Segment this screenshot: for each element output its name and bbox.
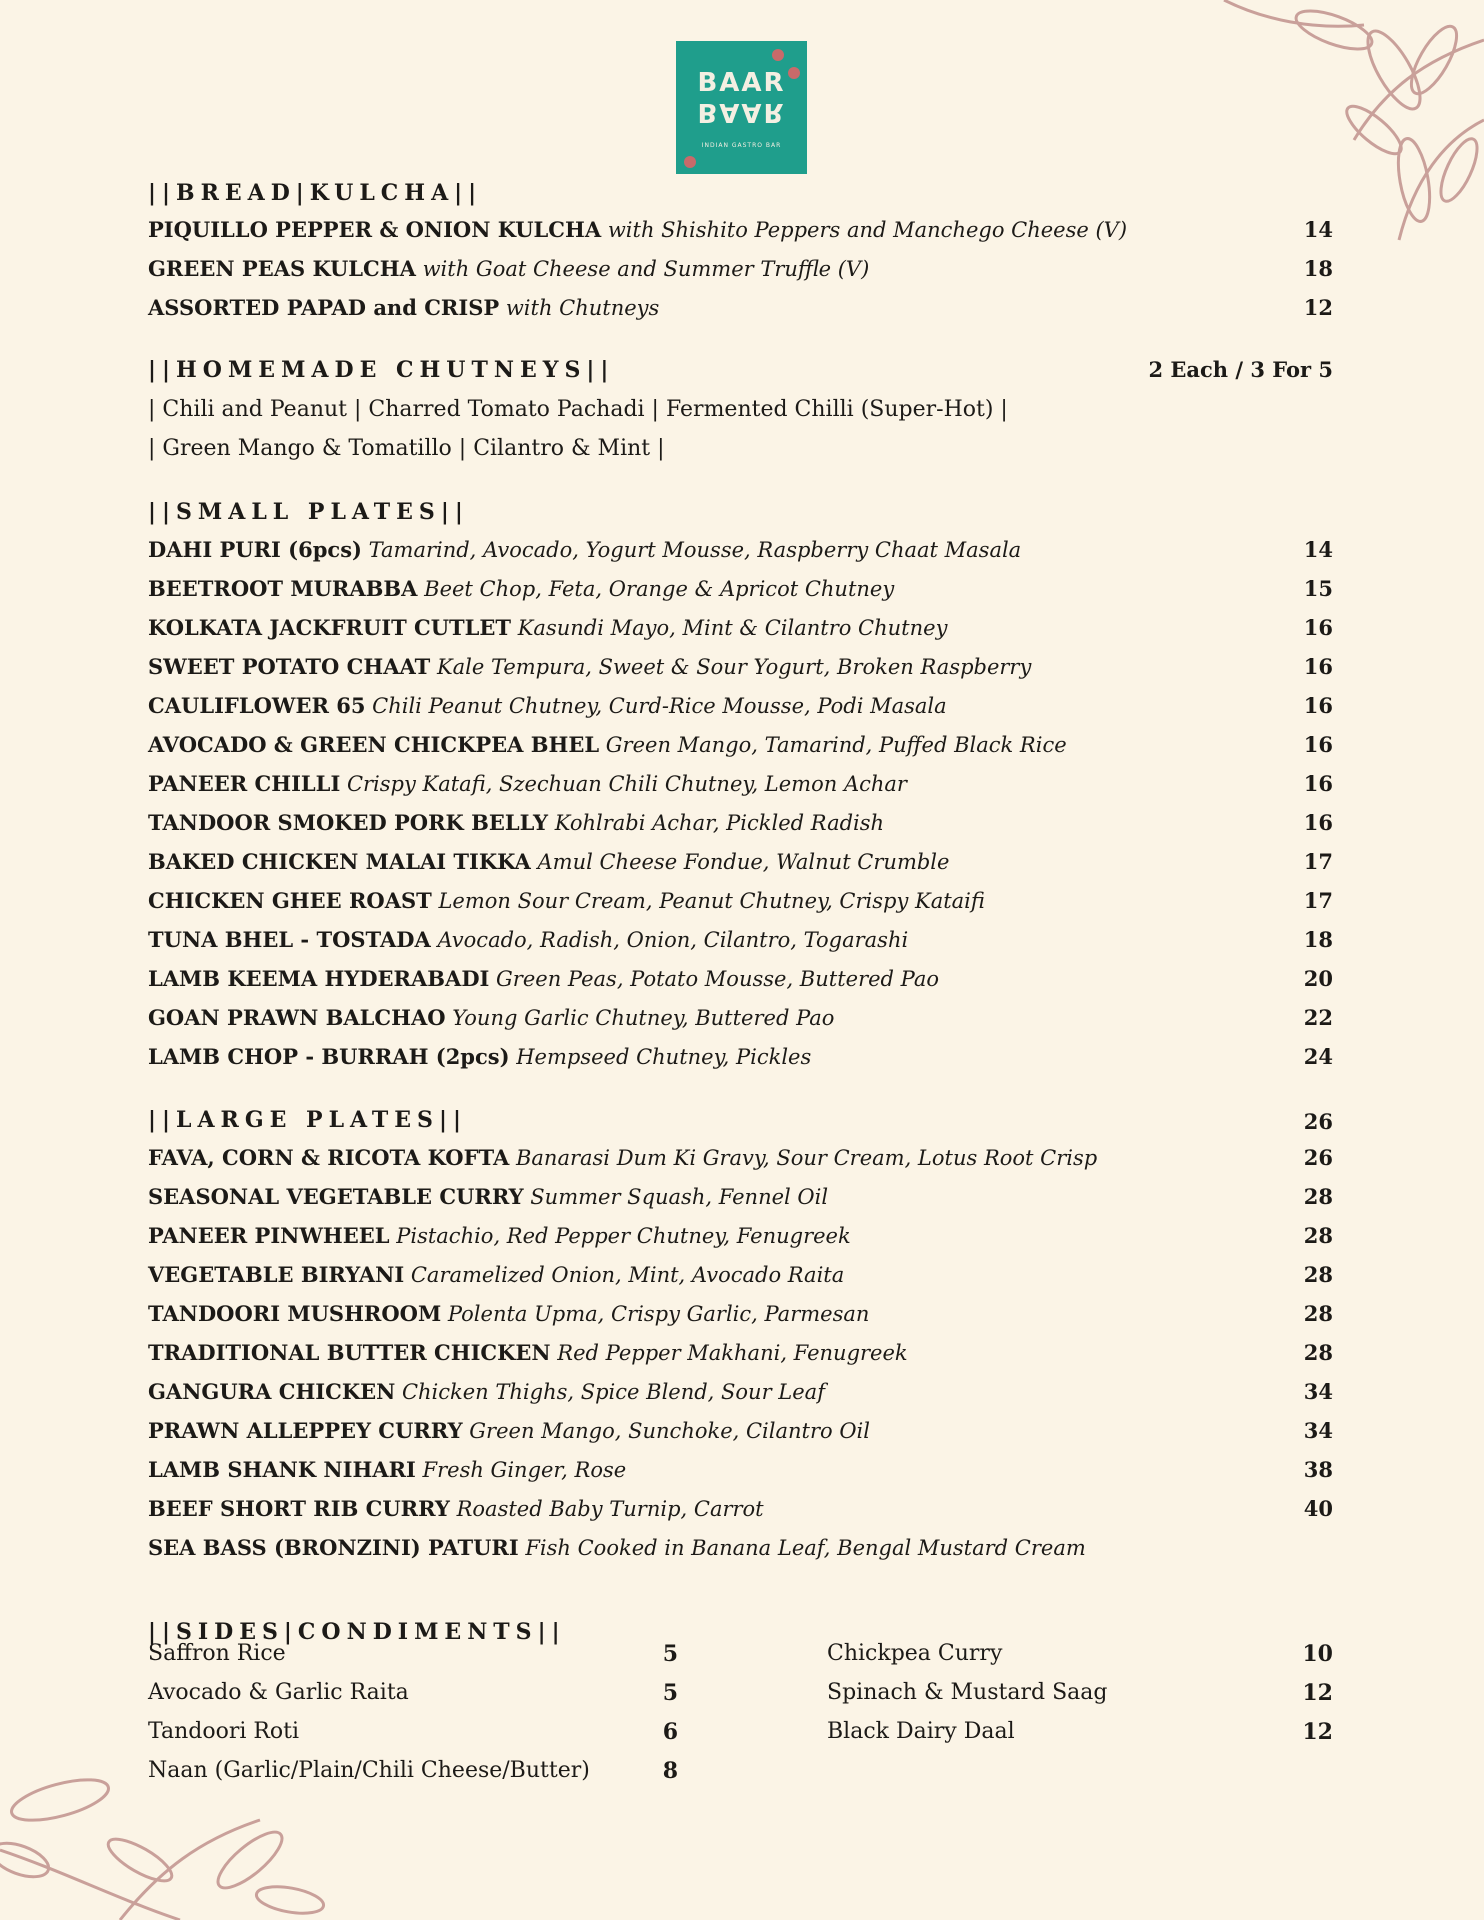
menu-item-description: Kale Tempura, Sweet & Sour Yogurt, Broken Raspberry: [430, 655, 1032, 679]
menu-item-name: PANEER PINWHEEL: [148, 1223, 390, 1248]
side-item: [827, 1719, 1333, 1749]
menu-item: [148, 849, 1333, 879]
menu-item: [148, 295, 1333, 325]
menu-item-price: 38: [1303, 1457, 1333, 1482]
menu-item-description: Avocado, Radish, Onion, Cilantro, Togarashi: [430, 928, 909, 952]
menu-item-price: 16: [1303, 654, 1333, 679]
menu-item: [148, 927, 1333, 957]
side-item-name: Spinach & Mustard Saag: [827, 1680, 1108, 1705]
chutney-list-line-2: | Green Mango & Tomatillo | Cilantro & Mint |: [148, 436, 665, 461]
menu-item: [148, 615, 1333, 645]
menu-item: [148, 576, 1333, 606]
menu-item-name: KOLKATA JACKFRUIT CUTLET: [148, 615, 512, 640]
menu-item-description: with Shishito Peppers and Manchego Cheese (V): [601, 218, 1128, 242]
menu-item-price: 15: [1303, 576, 1333, 601]
menu-item-name: GANGURA CHICKEN: [148, 1379, 396, 1404]
menu-item-name: TANDOORI MUSHROOM: [148, 1301, 442, 1326]
section-heading-large-plates: ||LARGE PLATES||: [148, 1107, 467, 1133]
menu-item-price: 40: [1303, 1496, 1333, 1521]
side-item: [827, 1641, 1333, 1671]
menu-item-name: LAMB CHOP - BURRAH (2pcs): [148, 1044, 510, 1069]
menu-item-description: Hempseed Chutney, Pickles: [509, 1045, 812, 1069]
menu-item-name: TANDOOR SMOKED PORK BELLY: [148, 810, 549, 835]
menu-item: [148, 771, 1333, 801]
side-item-price: 5: [662, 1680, 678, 1706]
menu-item: [148, 888, 1333, 918]
menu-item-name: FAVA, CORN & RICOTA KOFTA: [148, 1145, 510, 1170]
section-heading-sides: ||SIDES|CONDIMENTS||: [148, 1619, 566, 1645]
menu-item-description: Amul Cheese Fondue, Walnut Crumble: [530, 850, 950, 874]
menu-item-name: BEEF SHORT RIB CURRY: [148, 1496, 450, 1521]
menu-item-description: Caramelized Onion, Mint, Avocado Raita: [404, 1263, 845, 1287]
side-item: [148, 1758, 678, 1788]
menu-item: [148, 256, 1333, 286]
menu-item-description: with Chutneys: [499, 296, 660, 320]
menu-item: [148, 1496, 1333, 1526]
menu-item-description: with Goat Cheese and Summer Truffle (V): [415, 257, 870, 281]
section-heading-small-plates: ||SMALL PLATES||: [148, 499, 469, 525]
menu-item-name: GREEN PEAS KULCHA: [148, 256, 416, 281]
menu-item-price: 34: [1303, 1379, 1333, 1404]
menu-item: [148, 1301, 1333, 1331]
side-item: [148, 1641, 678, 1671]
menu-item-price: 17: [1303, 849, 1333, 874]
side-item-price: 10: [1302, 1641, 1333, 1667]
large-plates-heading-price: 26: [1303, 1109, 1333, 1134]
chutney-list-line-1: | Chili and Peanut | Charred Tomato Pachadi | Fermented Chilli (Super-Hot) |: [148, 397, 1008, 422]
side-item: [148, 1680, 678, 1710]
menu-item: [148, 1005, 1333, 1035]
menu-item-name: TUNA BHEL - TOSTADA: [148, 927, 431, 952]
menu-item-description: Pistachio, Red Pepper Chutney, Fenugreek: [389, 1224, 851, 1248]
menu-item-price: 16: [1303, 771, 1333, 796]
menu-item-name: DAHI PURI (6pcs): [148, 537, 362, 562]
side-item-name: Black Dairy Daal: [827, 1719, 1015, 1744]
menu-item-description: Crispy Katafi, Szechuan Chili Chutney, Lemon Achar: [340, 772, 907, 796]
menu-item-name: PIQUILLO PEPPER & ONION KULCHA: [148, 217, 602, 242]
menu-item: [148, 1457, 1333, 1487]
menu-item-description: Red Pepper Makhani, Fenugreek: [550, 1341, 908, 1365]
menu-item: [148, 1145, 1333, 1175]
menu-item-description: Fresh Ginger, Rose: [415, 1458, 627, 1482]
menu-item-name: PRAWN ALLEPPEY CURRY: [148, 1418, 463, 1443]
menu-item-price: 14: [1303, 537, 1333, 562]
menu-item-description: Chili Peanut Chutney, Curd-Rice Mousse, Podi Masala: [365, 694, 947, 718]
menu-item: [148, 732, 1333, 762]
menu-item-name: VEGETABLE BIRYANI: [148, 1262, 405, 1287]
menu-item-name: ASSORTED PAPAD and CRISP: [148, 295, 500, 320]
menu-item: [148, 810, 1333, 840]
menu-item-description: Tamarind, Avocado, Yogurt Mousse, Raspberry Chaat Masala: [361, 538, 1022, 562]
side-item-price: 5: [662, 1641, 678, 1667]
menu-item: [148, 217, 1333, 247]
menu-item-name: SEA BASS (BRONZINI) PATURI: [148, 1535, 519, 1560]
menu-item-description: Chicken Thighs, Spice Blend, Sour Leaf: [395, 1380, 825, 1404]
menu-item: [148, 1340, 1333, 1370]
menu-item: [148, 966, 1333, 996]
menu-item-name: LAMB KEEMA HYDERABADI: [148, 966, 490, 991]
menu-item-description: Beet Chop, Feta, Orange & Apricot Chutney: [417, 577, 895, 601]
menu-item-description: Young Garlic Chutney, Buttered Pao: [445, 1006, 835, 1030]
menu-item-price: 34: [1303, 1418, 1333, 1443]
menu-item-description: Fish Cooked in Banana Leaf, Bengal Mustard Cream: [518, 1536, 1086, 1560]
side-item-price: 12: [1302, 1680, 1333, 1706]
menu-item-description: Lemon Sour Cream, Peanut Chutney, Crispy Kataifi: [431, 889, 985, 913]
side-item-price: 6: [662, 1719, 678, 1745]
menu-item: [148, 1418, 1333, 1448]
menu-item: [148, 1535, 1333, 1565]
menu-item-name: CHICKEN GHEE ROAST: [148, 888, 432, 913]
menu-item-price: 17: [1303, 888, 1333, 913]
menu-item-name: SWEET POTATO CHAAT: [148, 654, 431, 679]
menu-item-description: Green Mango, Sunchoke, Cilantro Oil: [462, 1419, 870, 1443]
menu-item-price: 18: [1303, 256, 1333, 281]
menu-item-price: 22: [1303, 1005, 1333, 1030]
menu-item-price: 16: [1303, 615, 1333, 640]
menu-item-name: CAULIFLOWER 65: [148, 693, 366, 718]
menu-item-description: Polenta Upma, Crispy Garlic, Parmesan: [441, 1302, 870, 1326]
menu-item: [148, 1223, 1333, 1253]
menu-item: [148, 1262, 1333, 1292]
flower-icon: [684, 156, 696, 168]
side-item: [827, 1680, 1333, 1710]
menu-item-name: TRADITIONAL BUTTER CHICKEN: [148, 1340, 551, 1365]
menu-item-description: Kohlrabi Achar, Pickled Radish: [548, 811, 885, 835]
side-item-name: Tandoori Roti: [148, 1719, 300, 1744]
menu-item-price: 16: [1303, 693, 1333, 718]
side-item-name: Saffron Rice: [148, 1641, 286, 1666]
flower-icon: [772, 49, 784, 61]
menu-item-name: LAMB SHANK NIHARI: [148, 1457, 416, 1482]
menu-item-description: Banarasi Dum Ki Gravy, Sour Cream, Lotus Root Crisp: [509, 1146, 1098, 1170]
menu-item-name: BEETROOT MURABBA: [148, 576, 418, 601]
logo-line-1: BAAR: [697, 68, 786, 98]
logo-tagline: INDIAN GASTRO BAR: [701, 142, 782, 149]
menu-item-price: 28: [1303, 1301, 1333, 1326]
side-item-name: Naan (Garlic/Plain/Chili Cheese/Butter): [148, 1758, 590, 1783]
menu-item-description: Roasted Baby Turnip, Carrot: [449, 1497, 764, 1521]
menu-item: [148, 537, 1333, 567]
menu-item: [148, 1184, 1333, 1214]
menu-item-description: Kasundi Mayo, Mint & Cilantro Chutney: [511, 616, 948, 640]
side-item-price: 8: [662, 1758, 678, 1784]
side-item: [148, 1719, 678, 1749]
menu-item-price: 24: [1303, 1044, 1333, 1069]
menu-item: [148, 1044, 1333, 1074]
menu-item-name: BAKED CHICKEN MALAI TIKKA: [148, 849, 531, 874]
menu-item-price: 16: [1303, 810, 1333, 835]
logo-line-2: BAAR: [697, 97, 786, 127]
menu-item-price: 16: [1303, 732, 1333, 757]
restaurant-logo: [676, 41, 807, 174]
menu-item: [148, 693, 1333, 723]
menu-item-description: Green Mango, Tamarind, Puffed Black Rice: [599, 733, 1067, 757]
menu-item-name: PANEER CHILLI: [148, 771, 341, 796]
menu-item-price: 18: [1303, 927, 1333, 952]
menu-item-price: 28: [1303, 1340, 1333, 1365]
menu-item-price: 28: [1303, 1262, 1333, 1287]
menu-item-price: 20: [1303, 966, 1333, 991]
menu-item-price: 28: [1303, 1184, 1333, 1209]
side-item-name: Chickpea Curry: [827, 1641, 1003, 1666]
menu-item-description: Green Peas, Potato Mousse, Buttered Pao: [489, 967, 940, 991]
menu-item-name: SEASONAL VEGETABLE CURRY: [148, 1184, 524, 1209]
side-item-name: Avocado & Garlic Raita: [148, 1680, 409, 1705]
large-plates-heading-row: [148, 1109, 1333, 1139]
menu-item-name: AVOCADO & GREEN CHICKPEA BHEL: [148, 732, 600, 757]
section-heading-bread: ||BREAD|KULCHA||: [148, 180, 483, 206]
menu-item-description: Summer Squash, Fennel Oil: [523, 1185, 829, 1209]
menu-item-price: 14: [1303, 217, 1333, 242]
menu-item-price: 12: [1303, 295, 1333, 320]
menu-item-name: GOAN PRAWN BALCHAO: [148, 1005, 446, 1030]
menu-item: [148, 654, 1333, 684]
chutney-price: 2 Each / 3 For 5: [1148, 357, 1333, 382]
menu-item-price: 28: [1303, 1223, 1333, 1248]
side-item-price: 12: [1302, 1719, 1333, 1745]
section-heading-chutneys: ||HOMEMADE CHUTNEYS||: [148, 357, 615, 383]
menu-item-price: 26: [1303, 1145, 1333, 1170]
menu-item: [148, 1379, 1333, 1409]
